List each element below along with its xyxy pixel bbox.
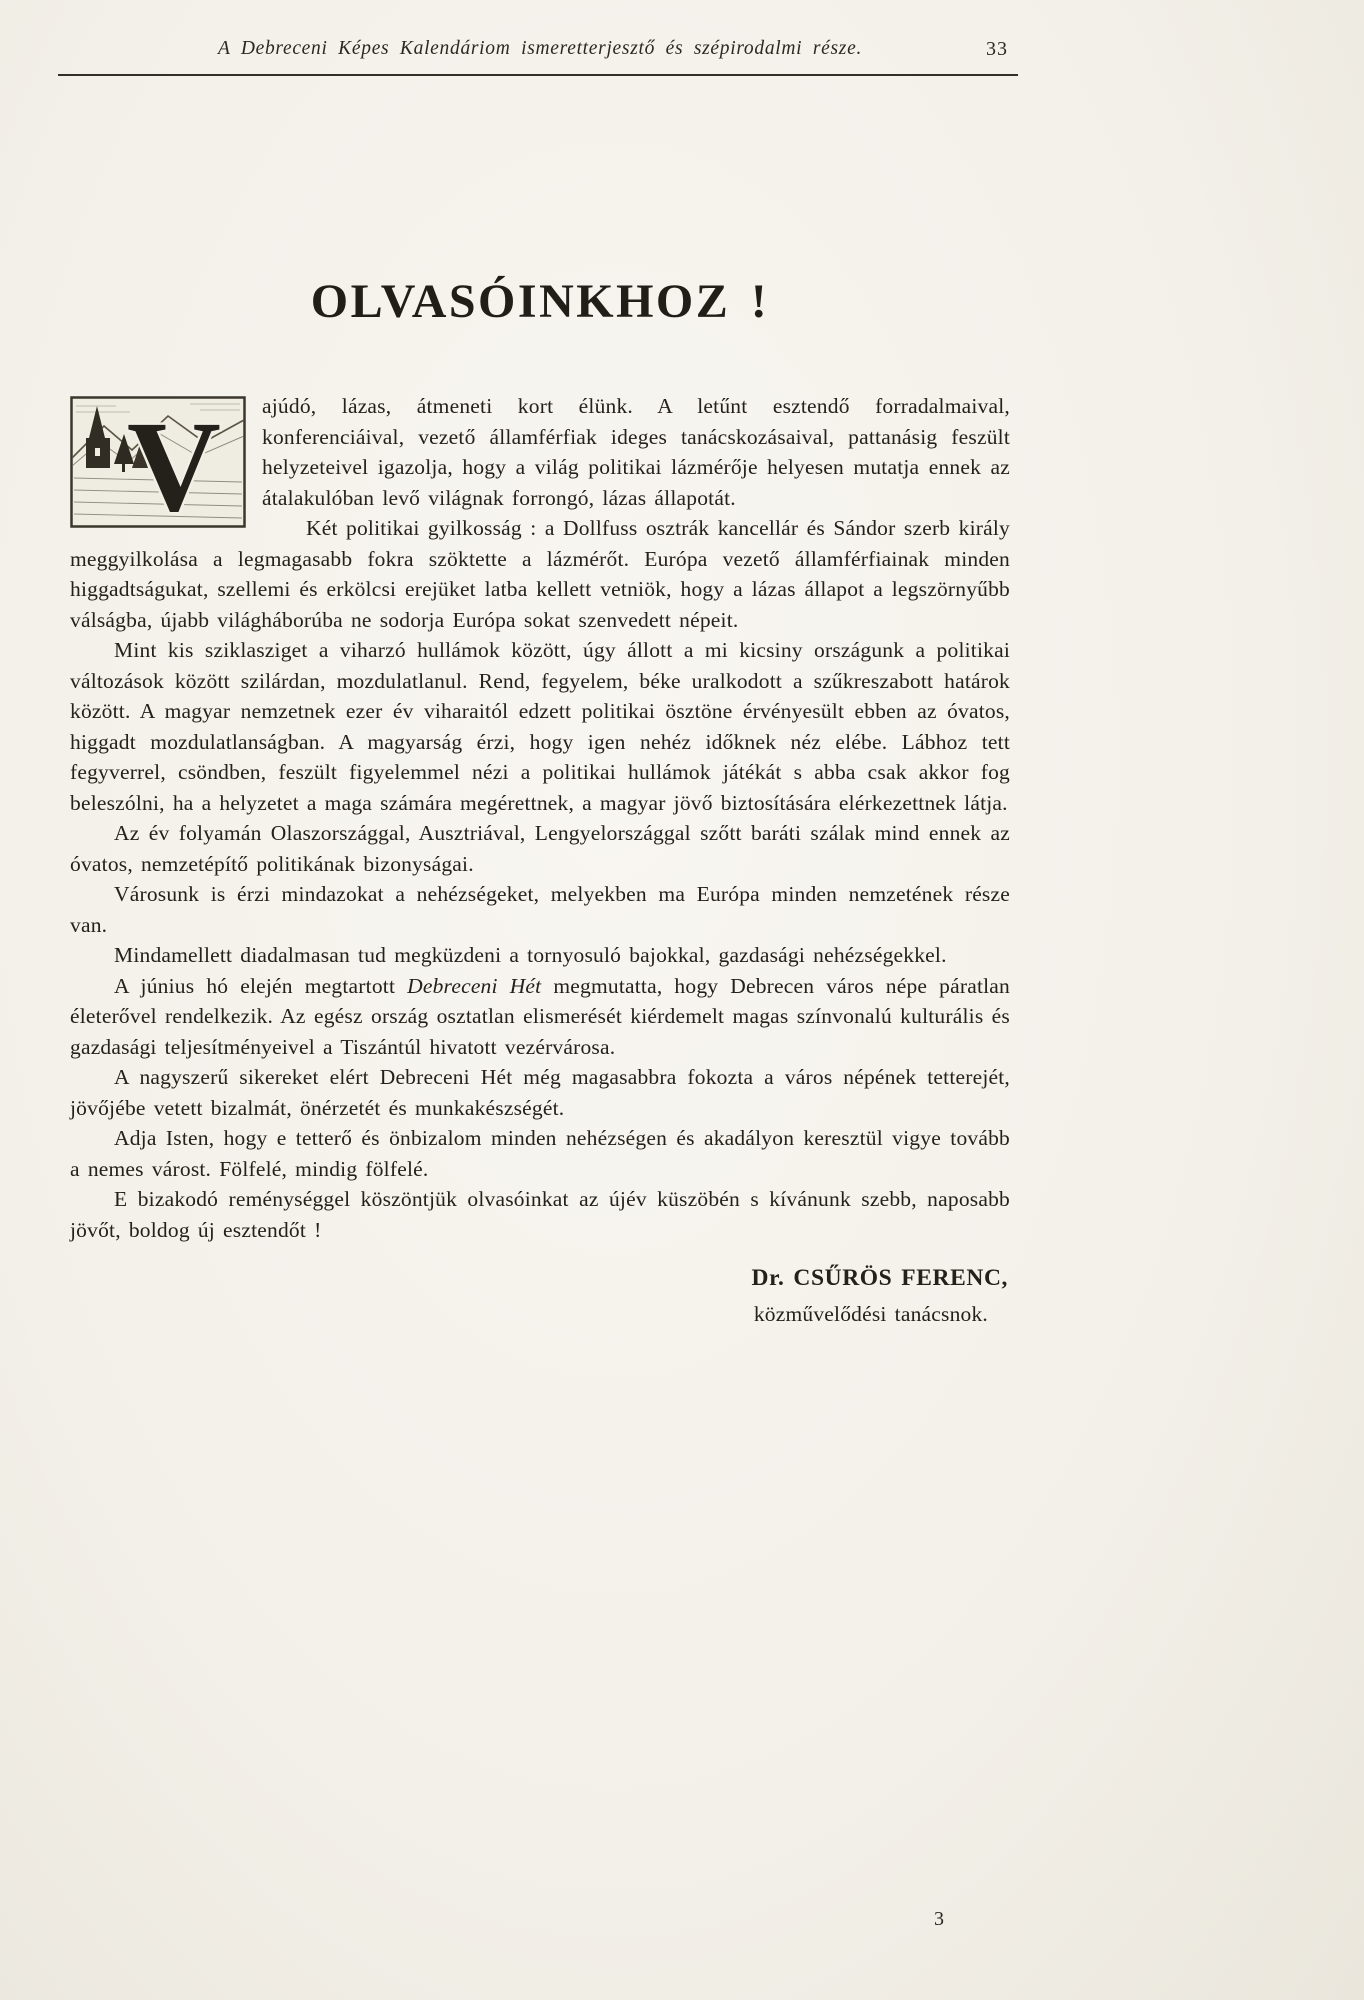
paragraph-text: Az év folyamán Olaszországgal, Ausztriával, Lengyelországgal szőtt baráti szálak mind ennek az óvatos, nemzetépítő politikának bizonyságai. bbox=[70, 821, 1010, 876]
drop-cap-letter: V bbox=[126, 396, 222, 528]
running-head bbox=[70, 38, 1010, 68]
paragraph-text: Adja Isten, hogy e tetterő és önbizalom minden nehézségen és akadályon keresztül vigye tovább a nemes várost. Fölfelé, mindig fölfelé. bbox=[70, 1126, 1010, 1181]
running-title: A Debreceni Képes Kalendáriom ismeretterjesztő és szépirodalmi része. bbox=[217, 38, 863, 59]
footer-page-number: 3 bbox=[934, 1908, 944, 1930]
paragraph-text: A nagyszerű sikereket elért Debreceni Hét még magasabbra fokozta a város népének tetterejét, jövőjébe vetett bizalmát, önérzetét és munkakészségét. bbox=[70, 1065, 1010, 1120]
paragraph-text: ajúdó, lázas, átmeneti kort élünk. A letűnt esztendő forradalmaival, konferenciáival, vezető államférfiak ideges tanácskozásaival, pattanásig feszült helyzeteivel igazolja, hogy a világ politikai lázmérője helyesen mutatja ennek az átalakulóban levő világnak forrongó, lázas állapotát. bbox=[262, 394, 1010, 510]
signature-block bbox=[70, 1263, 1010, 1329]
paragraph bbox=[70, 940, 1010, 971]
signature-role: közművelődési tanácsnok. bbox=[753, 1301, 988, 1326]
signature-name: Dr. CSŰRÖS FERENC, bbox=[751, 1265, 1008, 1291]
paragraph-text: megmutatta, hogy Debrecen város népe páratlan életerővel rendelkezik. Az egész ország osztatlan elismerését kiérdemelt magas színvonalú kulturális és gazdasági teljesítményeivel a Tiszántúl hivatott vezérvárosa. bbox=[70, 973, 1011, 1059]
initial-illustration bbox=[70, 396, 246, 528]
paragraph bbox=[70, 391, 1010, 528]
paragraph bbox=[70, 635, 1010, 818]
paragraph-text: Két politikai gyilkosság : a Dollfuss osztrák kancellár és Sándor szerb király meggyilkolása a legmagasabb fokra szöktette a lázmérőt. Európa vezető államférfiainak minden higgadtságukat, szellemi és erkölcsi erejüket latba kellett vetniök, hogy a lázas állapot a legszörnyűbb válságba, újabb világháborúba ne sodorja Európa sokat szenvedett népeit. bbox=[70, 516, 1010, 632]
paragraph bbox=[70, 1123, 1010, 1184]
page-content bbox=[70, 38, 1010, 1329]
paragraph-text: A június hó elején megtartott bbox=[114, 973, 408, 998]
emphasis-debreceni-het: Debreceni Hét bbox=[407, 973, 542, 998]
paragraph bbox=[70, 818, 1010, 879]
article-body bbox=[70, 391, 1010, 1329]
header-page-number: 33 bbox=[986, 38, 1008, 60]
paragraph bbox=[70, 1184, 1010, 1245]
header-rule bbox=[58, 74, 1018, 76]
paragraph bbox=[70, 513, 1010, 635]
paragraph bbox=[70, 971, 1010, 1063]
paragraph-text: Mindamellett diadalmasan tud megküzdeni a tornyosuló bajokkal, gazdasági nehézségekkel. bbox=[114, 943, 947, 967]
paragraph-text: Városunk is érzi mindazokat a nehézségeket, melyekben ma Európa minden nemzetének része van. bbox=[70, 882, 1010, 937]
drop-cap-engraving bbox=[70, 396, 246, 528]
paragraph bbox=[70, 1062, 1010, 1123]
paragraph bbox=[70, 879, 1010, 940]
paragraph-text: Mint kis sziklasziget a viharzó hullámok között, úgy állott a mi kicsiny országunk a politikai változások között szilárdan, mozdulatlanul. Rend, fegyelem, béke uralkodott a szűkreszabott határok között. A magyar nemzetnek ezer év viharaitól edzett politikai ösztöne érvényesült ebben az óvatos, higgadt mozdulatlanságban. A magyarság érzi, hogy igen nehéz időknek néz elébe. Lábhoz tett fegyverrel, csöndben, feszült figyelemmel nézi a politikai hullámok játékát s abba csak akkor fog beleszólni, ha a helyzetet a maga számára megérettnek, a magyar jövő biztosítására elérkezettnek látja. bbox=[70, 638, 1010, 815]
article-title: OLVASÓINKHOZ ! bbox=[310, 275, 770, 328]
paragraph-text: E bizakodó reménységgel köszöntjük olvasóinkat az újév küszöbén s kívánunk szebb, naposabb jövőt, boldog új esztendőt ! bbox=[70, 1187, 1010, 1242]
